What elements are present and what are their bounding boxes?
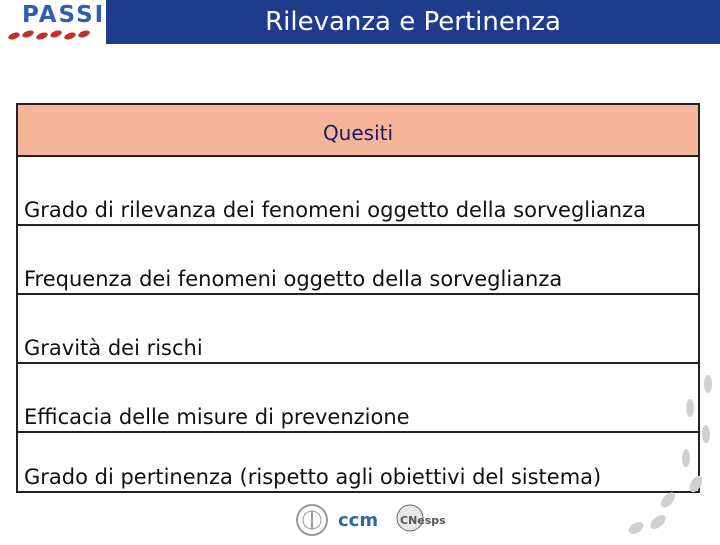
ccm-text: ccm — [338, 510, 379, 531]
row-text: Efficacia delle misure di prevenzione — [24, 405, 410, 429]
logo-text: PASSI — [22, 2, 106, 28]
footer-logos — [292, 500, 452, 545]
table-row — [18, 226, 698, 295]
table-row — [18, 364, 698, 433]
cnesps-logo — [397, 505, 446, 531]
row-text: Grado di rilevanza dei fenomeni oggetto della sorveglianza — [24, 198, 647, 222]
ccm-logo — [336, 508, 378, 531]
questions-table — [16, 103, 700, 493]
partner-logos — [292, 500, 452, 540]
table-row — [18, 295, 698, 364]
row-text: Gravità dei rischi — [24, 336, 203, 360]
table-header: Quesiti — [18, 105, 698, 157]
cnesps-text: CNesps — [400, 514, 446, 527]
table-row — [18, 433, 698, 491]
iss-seal-icon — [297, 505, 327, 535]
decorative-footprints-icon — [628, 372, 718, 537]
footprints-icon — [6, 26, 100, 42]
row-text: Frequenza dei fenomeni oggetto della sorveglianza — [24, 267, 563, 291]
table-row — [18, 157, 698, 226]
page-title: Rilevanza e Pertinenza — [265, 7, 561, 37]
row-text: Grado di pertinenza (rispetto agli obiettivi del sistema) — [24, 465, 602, 489]
passi-logo — [0, 0, 108, 44]
